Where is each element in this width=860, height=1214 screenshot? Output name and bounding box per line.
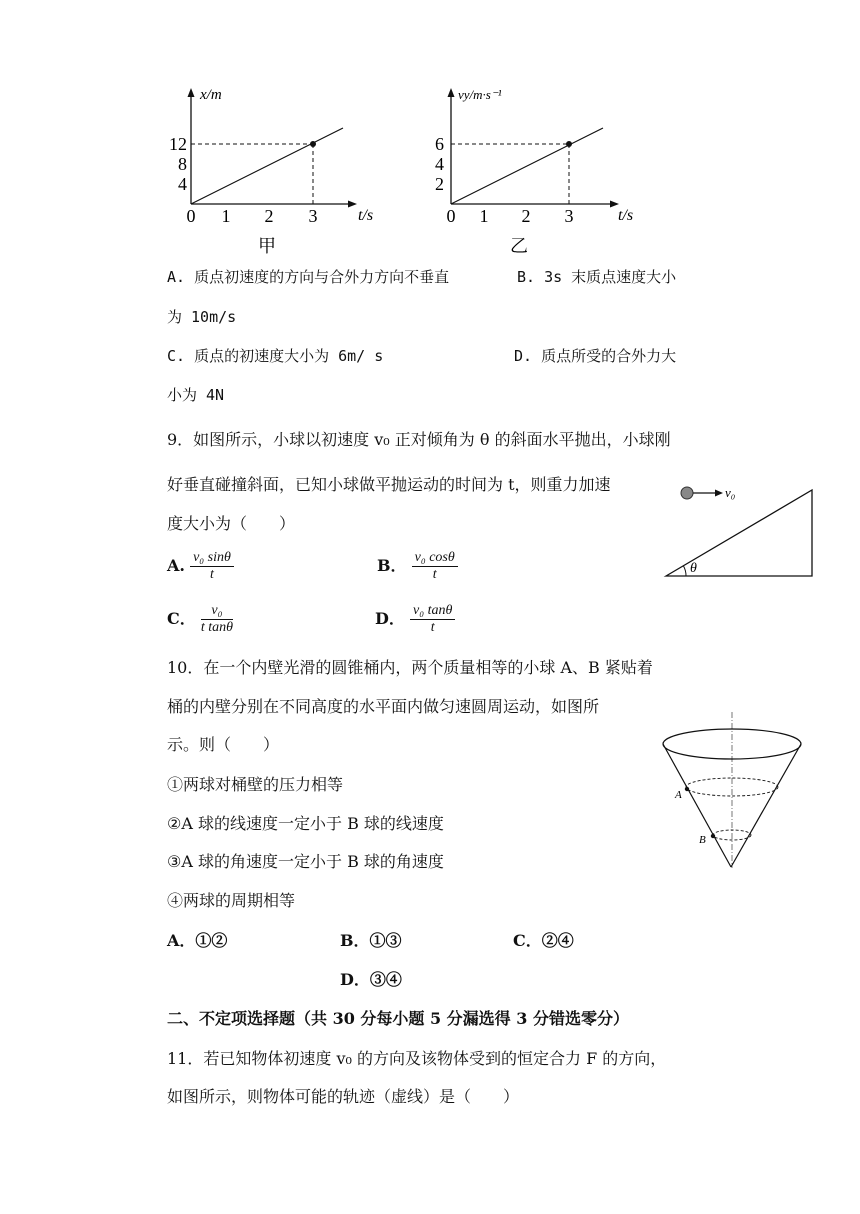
label-a: A [675,789,682,801]
y-tick-4: 4 [435,154,444,174]
q9-stem-line3: 度大小为（ ） [167,514,296,533]
q8-option-d-part2: 小为 4N [167,386,225,404]
theta-label: θ [690,561,697,576]
q9-option-d [375,603,455,636]
ball-icon [681,487,693,499]
angle-arc [684,566,687,576]
q9-option-d-label: D． [375,609,405,628]
q11-stem-line1: 11．若已知物体初速度 v₀ 的方向及该物体受到的恒定合力 F 的方向， [167,1049,667,1068]
ball-a-icon [685,787,689,791]
x-tick-3: 3 [308,206,318,226]
denominator: t [210,567,214,582]
q9-option-a-fraction [190,550,234,583]
q10-option-c: C．②④ [513,931,574,950]
q10-option-a: A．①② [167,931,228,950]
q10-stem-line1: 10．在一个内壁光滑的圆锥桶内，两个质量相等的小球 A、B 紧贴着 [167,658,653,677]
data-line [191,128,343,204]
q9-option-b [377,550,458,583]
q9-option-a-label: A. [167,556,185,575]
q10-option-b: B．①③ [340,931,402,950]
data-line [451,128,603,204]
x-tick-2: 2 [521,206,531,226]
cone-right-side [731,744,801,867]
graph-caption: 乙 [510,236,528,256]
q9-option-d-fraction [410,603,455,636]
cone-left-side [663,744,731,867]
q9-stem-line1: 9．如图所示，小球以初速度 v₀ 正对倾角为 θ 的斜面水平抛出，小球刚 [167,430,671,449]
section-2-heading: 二、不定项选择题（共 30 分每小题 5 分漏选得 3 分错选零分） [167,1009,629,1028]
numerator: v₀ cosθ [412,550,458,567]
y-axis-arrow-icon [448,88,455,97]
x-tick-3: 3 [564,206,574,226]
cone-rim [663,729,801,759]
y-axis-arrow-icon [188,88,195,97]
q9-option-c-label: C． [167,609,196,628]
x-axis-label: t/s [618,207,634,224]
y-tick-6: 6 [435,134,444,154]
x-tick-2: 2 [264,206,274,226]
y-axis-label: x/m [200,87,222,103]
q9-option-c [167,603,233,636]
q9-incline-figure [662,478,820,580]
y-tick-12: 12 [169,134,187,154]
x-axis-arrow-icon [348,201,357,208]
q11-stem-line2: 如图所示，则物体可能的轨迹（虚线）是（ ） [167,1087,520,1106]
graph-yi [418,82,658,262]
label-b: B [699,834,706,846]
x-tick-1: 1 [479,206,489,226]
q8-option-d-part1: D. 质点所受的合外力大 [514,347,677,365]
q9-option-b-fraction [412,550,458,583]
numerator: v₀ sinθ [190,550,234,567]
arrow-head-icon [715,490,723,497]
x-tick-0: 0 [186,206,196,226]
q10-statement-3: ③A 球的角速度一定小于 B 球的角速度 [167,852,444,871]
q10-stem-line2: 桶的内壁分别在不同高度的水平面内做匀速圆周运动，如图所 [167,697,600,716]
q10-statement-2: ②A 球的线速度一定小于 B 球的线速度 [167,814,444,833]
x-axis-label: t/s [358,207,374,224]
q8-option-a: A. 质点初速度的方向与合外力方向不垂直 [167,268,450,286]
q9-option-b-label: B． [377,556,407,575]
v0-label: v₀ [725,485,736,500]
q10-stem-line3: 示。则（ ） [167,735,280,754]
q9-option-c-fraction [201,603,233,636]
q8-option-b-part2: 为 10m/s [167,308,237,326]
numerator: v₀ [201,603,233,620]
x-tick-0: 0 [446,206,456,226]
graph-jia [160,82,400,262]
y-tick-2: 2 [435,174,444,194]
ball-b-icon [711,834,715,838]
incline-triangle [666,490,812,576]
data-point [566,141,572,147]
q10-statement-1: ①两球对桶壁的压力相等 [167,775,344,794]
y-tick-4: 4 [178,174,187,194]
q10-statement-4: ④两球的周期相等 [167,891,296,910]
denominator: t tanθ [200,620,233,635]
denominator: t [432,567,437,582]
q9-option-a [167,550,234,583]
q8-option-c: C. 质点的初速度大小为 6m/ s [167,347,384,365]
q10-option-d: D．③④ [340,970,402,989]
q8-option-b-part1: B. 3s 末质点速度大小 [517,268,677,286]
graph-caption: 甲 [258,236,276,256]
x-tick-1: 1 [221,206,231,226]
denominator: t [430,620,435,635]
y-axis-label: vy/m·s⁻¹ [458,87,502,102]
numerator: v₀ tanθ [410,603,455,620]
data-point [310,141,316,147]
q10-cone-figure [655,710,815,872]
y-tick-8: 8 [178,154,187,174]
q9-stem-line2: 好垂直碰撞斜面，已知小球做平抛运动的时间为 t，则重力加速 [167,475,611,494]
